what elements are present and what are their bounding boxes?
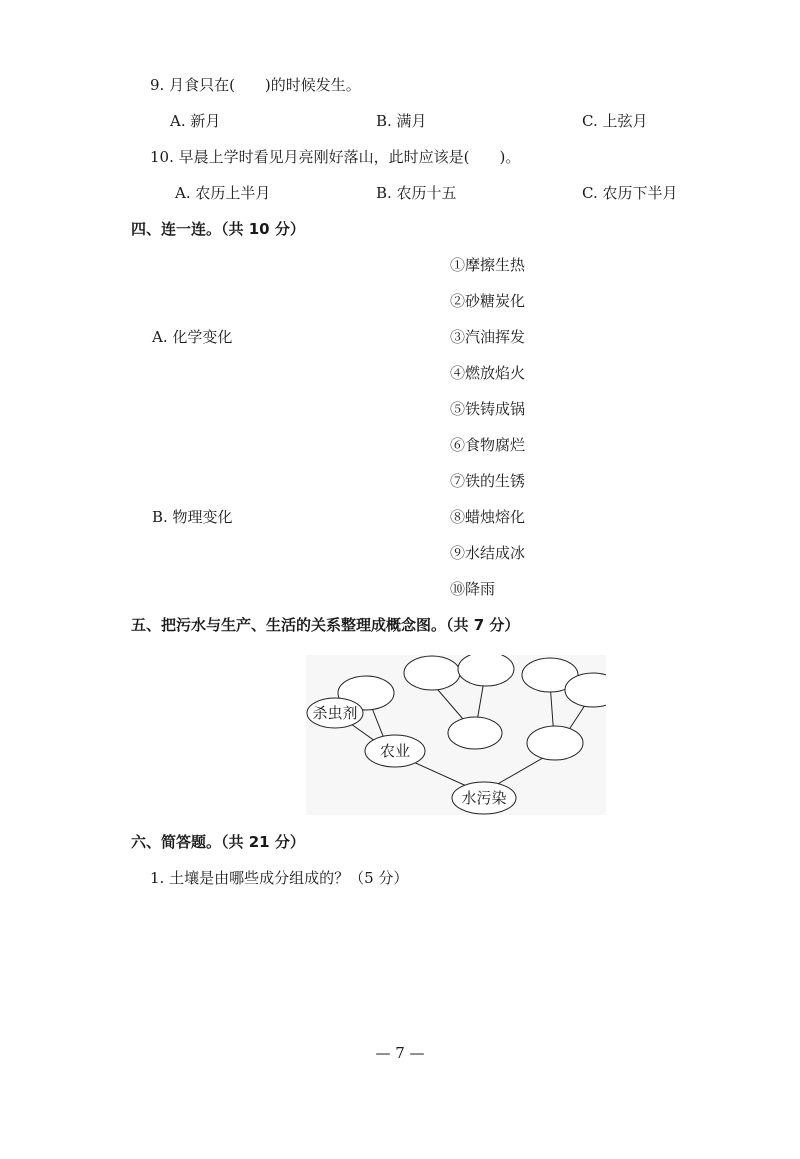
- match-right-item: ⑩降雨: [450, 580, 496, 598]
- question-10-stem: 10. 早晨上学时看见月亮刚好落山，此时应该是( )。: [150, 148, 521, 166]
- section-6-question-1: 1. 土壤是由哪些成分组成的？（5 分）: [150, 869, 409, 887]
- question-10-option-a: A. 农历上半月: [175, 184, 271, 202]
- question-9-option-c: C. 上弦月: [582, 112, 648, 130]
- question-9-stem: 9. 月食只在( )的时候发生。: [150, 76, 361, 94]
- section-4-title: 四、连一连。（共 10 分）: [131, 220, 305, 238]
- blank-node: [527, 726, 583, 760]
- match-right-item: ⑨水结成冰: [450, 544, 526, 562]
- question-10-option-c: C. 农历下半月: [582, 184, 678, 202]
- match-right-item: ③汽油挥发: [450, 328, 526, 346]
- page-number: — 7 —: [375, 1044, 425, 1062]
- question-9-option-b: B. 满月: [376, 112, 427, 130]
- blank-node: [448, 717, 502, 749]
- concept-map-nodes: [307, 655, 606, 814]
- match-right-item: ⑧蜡烛熔化: [450, 508, 526, 526]
- match-right-item: ⑤铁铸成锅: [450, 400, 526, 418]
- blank-node: [458, 655, 514, 686]
- agriculture-label: 农业: [379, 742, 411, 760]
- match-right-item: ①摩擦生热: [450, 256, 526, 274]
- match-left-physical: B. 物理变化: [152, 508, 233, 526]
- match-right-item: ⑥食物腐烂: [450, 436, 526, 454]
- match-left-chemical: A. 化学变化: [152, 328, 233, 346]
- match-right-item: ②砂糖炭化: [450, 292, 526, 310]
- section-6-title: 六、简答题。（共 21 分）: [131, 833, 305, 851]
- blank-node: [404, 656, 460, 690]
- match-right-item: ④燃放焰火: [450, 364, 526, 382]
- concept-map-svg: [306, 655, 606, 815]
- water-pollution-label: 水污染: [461, 789, 507, 807]
- question-9-option-a: A. 新月: [170, 112, 221, 130]
- pesticide-label: 杀虫剂: [312, 704, 358, 722]
- question-10-option-b: B. 农历十五: [376, 184, 457, 202]
- section-5-title: 五、把污水与生产、生活的关系整理成概念图。（共 7 分）: [131, 616, 520, 634]
- match-right-item: ⑦铁的生锈: [450, 472, 526, 490]
- concept-map: [306, 655, 606, 815]
